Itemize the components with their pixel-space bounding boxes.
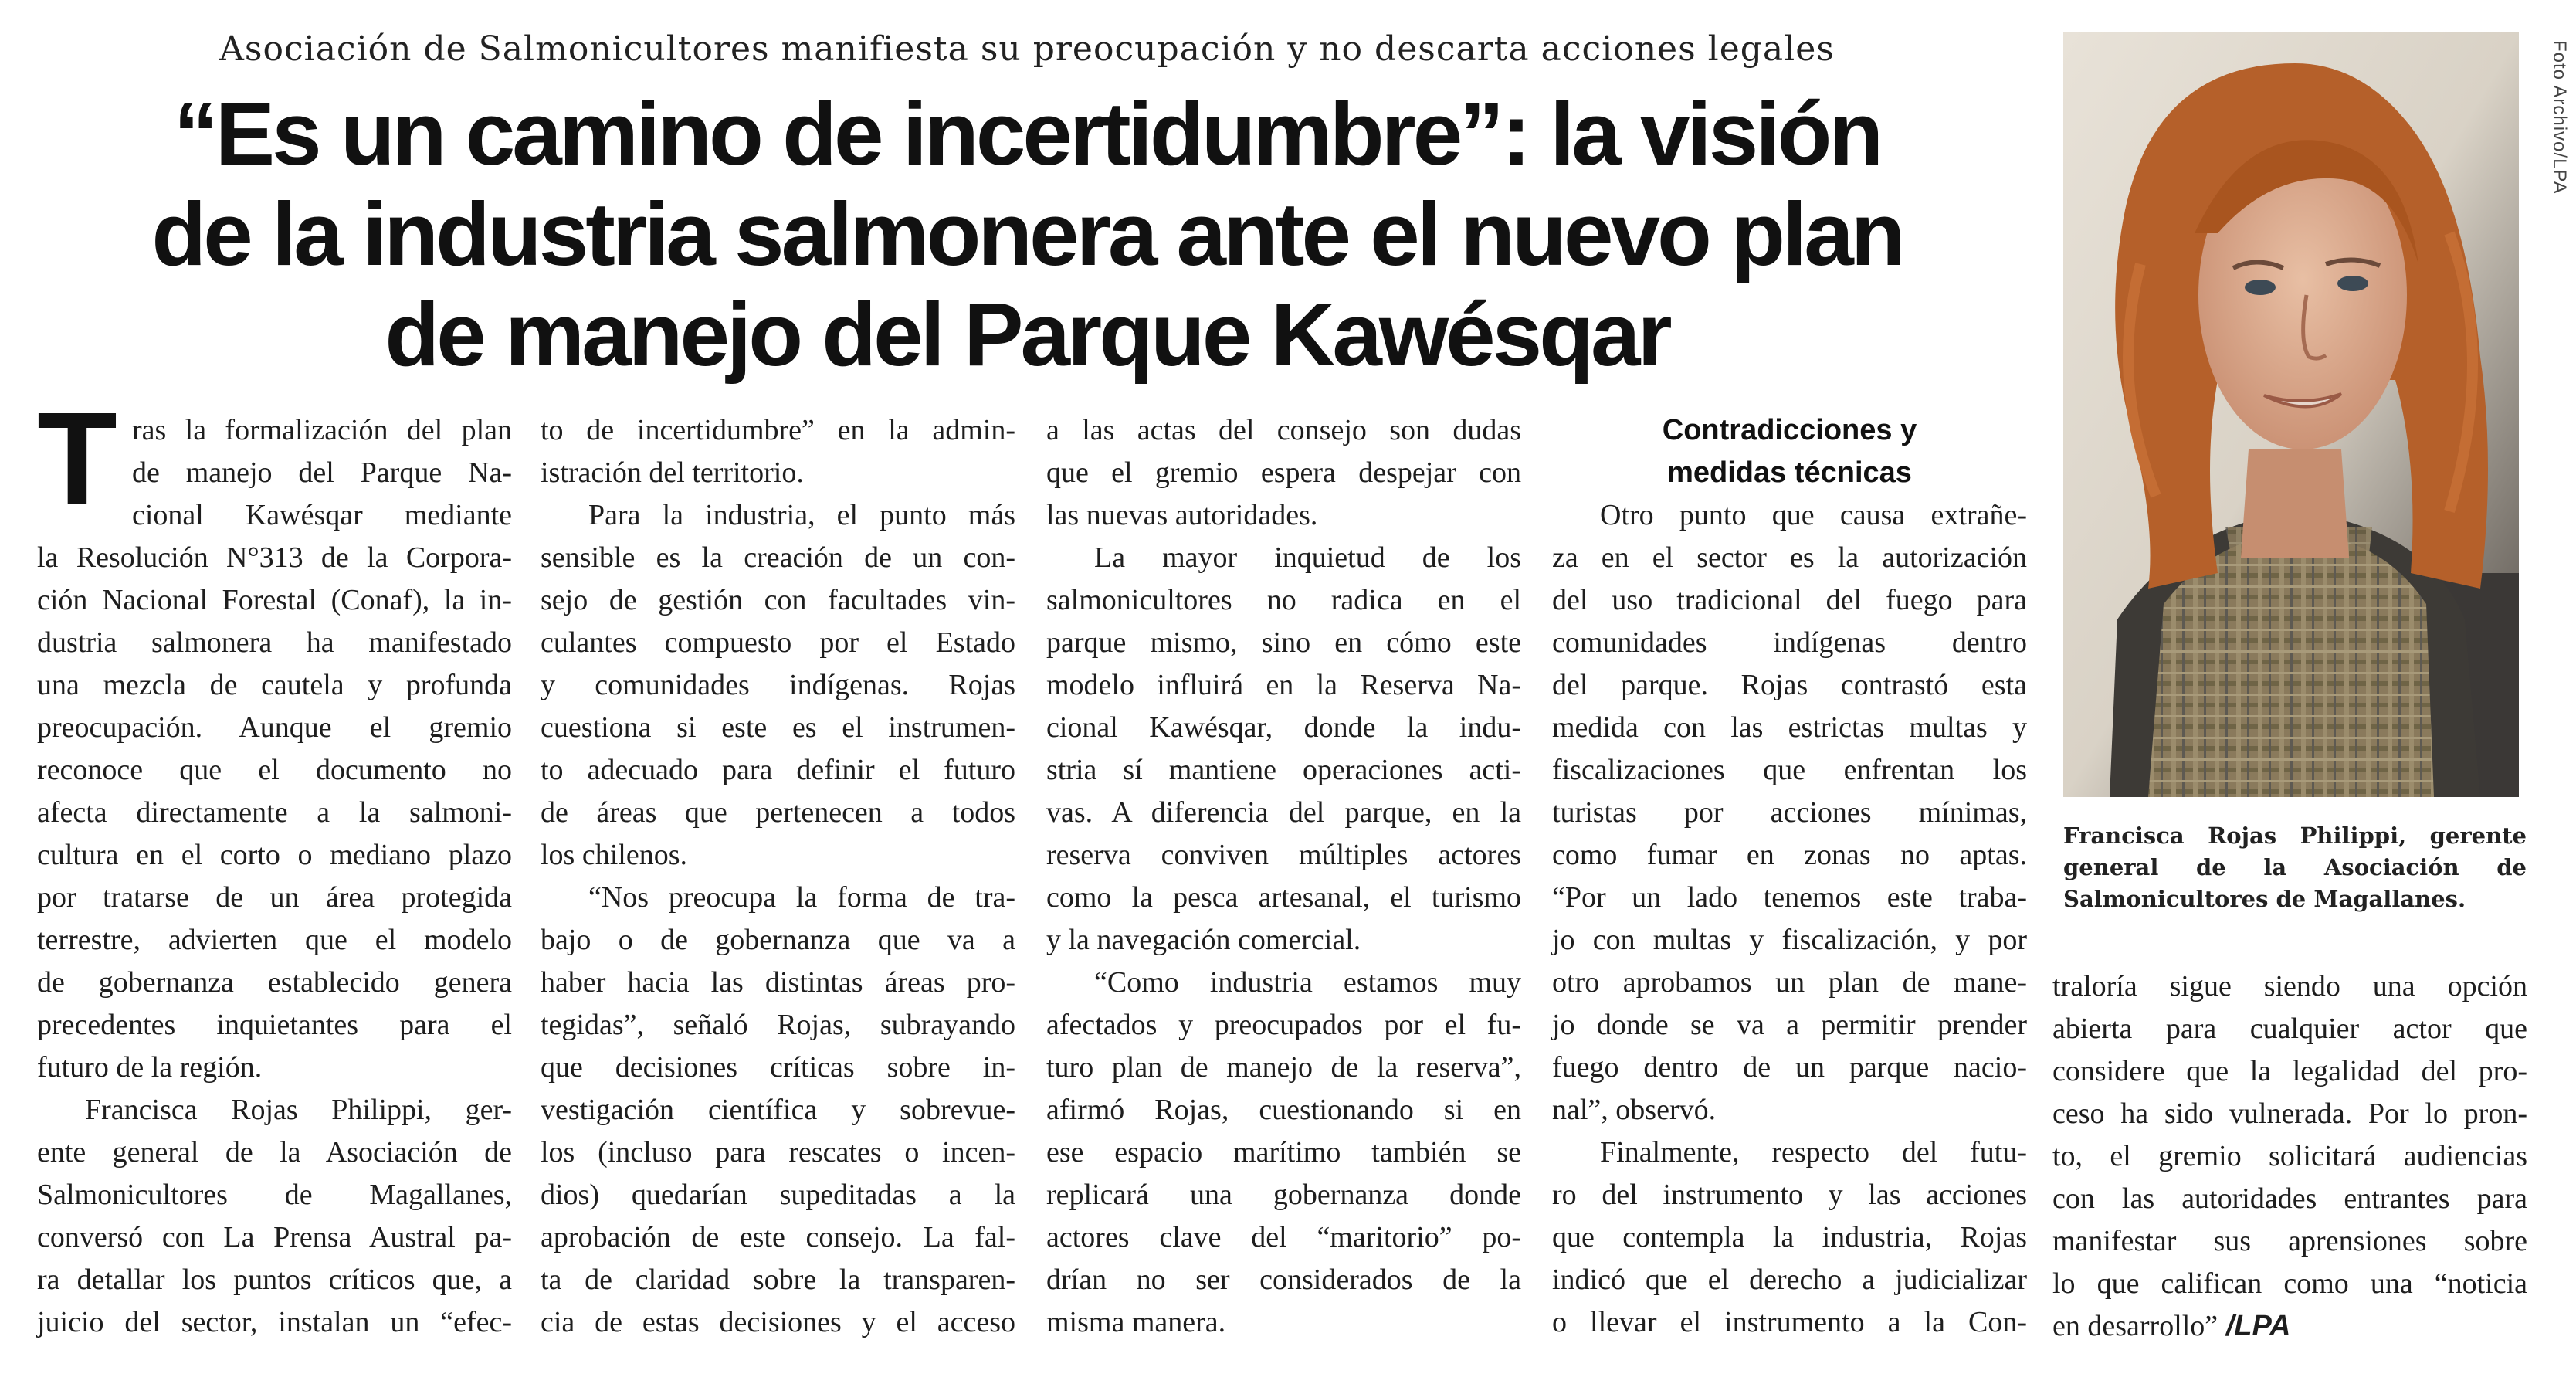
text-line: sensible es la creación de un con-	[541, 541, 1015, 574]
text-line: cional Kawésqar, donde la indu-	[1046, 711, 1521, 744]
text-line: culantes compuesto por el Estado	[541, 626, 1015, 659]
text-line: y comunidades indígenas. Rojas	[541, 669, 1015, 701]
text-line: ta de claridad sobre la transparen-	[541, 1264, 1015, 1296]
text-line: turistas por acciones mínimas,	[1552, 796, 2027, 829]
text-line: fuego dentro de un parque nacio-	[1552, 1051, 2027, 1084]
text-line: traloría sigue siendo una opción	[2052, 970, 2527, 1002]
text-line: dios) quedarían supeditadas a la	[541, 1179, 1015, 1211]
text-line: abierta para cualquier actor que	[2052, 1013, 2527, 1045]
text-line: Para la industria, el punto más	[588, 499, 1015, 531]
text-line: ente general de la Asociación de	[37, 1136, 512, 1169]
text-line: con las autoridades entrantes para	[2052, 1182, 2527, 1215]
text-line: futuro de la región.	[37, 1051, 263, 1084]
text-line: del parque. Rojas contrastó esta	[1552, 669, 2027, 701]
text-line: “Nos preocupa la forma de tra-	[588, 881, 1015, 914]
text-line	[2052, 1305, 2527, 1348]
text-line: jo donde se va a permitir prender	[1552, 1009, 2027, 1041]
text-line: por tratarse de un área protegida	[37, 881, 512, 914]
text-line: misma manera.	[1046, 1306, 1226, 1338]
text-line: precedentes inquietantes para el	[37, 1009, 512, 1041]
article-column-2	[541, 409, 1015, 1344]
text-line: otro aprobamos un plan de mane-	[1552, 966, 2027, 999]
caption-line: Salmonicultores de Magallanes.	[2063, 886, 2466, 912]
portrait-illustration	[2063, 32, 2519, 797]
text-line: medida con las estrictas multas y	[1552, 711, 2027, 744]
text-line: fiscalizaciones que enfrentan los	[1552, 754, 2027, 786]
photo-credit: Foto Archivo/LPA	[2549, 40, 2570, 195]
text-line: o llevar el instrumento a la Con-	[1552, 1306, 2027, 1338]
author-signature: /LPA	[2218, 1310, 2291, 1342]
text-line: cuestiona si este es el instrumen-	[541, 711, 1015, 744]
text-line: considere que la legalidad del pro-	[2052, 1055, 2527, 1087]
text-line: como la pesca artesanal, el turismo	[1046, 881, 1521, 914]
text-line: to adecuado para definir el futuro	[541, 754, 1015, 786]
subhead-line: Contradicciones y	[1662, 414, 1917, 446]
text-line: de manejo del Parque Na-	[132, 456, 512, 489]
text-line: preocupación. Aunque el gremio	[37, 711, 512, 744]
text-line: Salmonicultores de Magallanes,	[37, 1179, 512, 1211]
text-line: turo plan de manejo de la reserva”,	[1046, 1051, 1521, 1084]
text-line: reconoce que el documento no	[37, 754, 512, 786]
text-line: jo con multas y fiscalización, y por	[1552, 924, 2027, 956]
text-line: reserva conviven múltiples actores	[1046, 839, 1521, 871]
text-line: conversó con La Prensa Austral pa-	[37, 1221, 512, 1253]
text-line: vas. A diferencia del parque, en la	[1046, 796, 1521, 829]
text-line: cia de estas decisiones y el acceso	[541, 1306, 1015, 1338]
text-line: La mayor inquietud de los	[1094, 541, 1521, 574]
text-line: drían no ser considerados de la	[1046, 1264, 1521, 1296]
text-line: Otro punto que causa extrañe-	[1600, 499, 2027, 531]
text-line: afectados y preocupados por el fu-	[1046, 1009, 1521, 1041]
text-line: una mezcla de cautela y profunda	[37, 669, 512, 701]
text-line: modelo influirá en la Reserva Na-	[1046, 669, 1521, 701]
text-line: nal”, observó.	[1552, 1094, 1717, 1126]
headline-line: “Es un camino de incertidumbre”: la visión	[173, 83, 1881, 184]
text-line: dustria salmonera ha manifestado	[37, 626, 512, 659]
text-line: lo que califican como una “noticia	[2052, 1267, 2527, 1300]
text-line: comunidades indígenas dentro	[1552, 626, 2027, 659]
article-column-4	[1552, 409, 2027, 1344]
text-line: to de incertidumbre” en la admin-	[541, 414, 1015, 446]
text-line: a las actas del consejo son dudas	[1046, 414, 1521, 446]
text-line: que decisiones críticas sobre in-	[541, 1051, 1015, 1084]
text-line: “Por un lado tenemos este traba-	[1552, 881, 2027, 914]
text-line: ro del instrumento y las acciones	[1552, 1179, 2027, 1211]
text-line: vestigación científica y sobrevue-	[541, 1094, 1015, 1126]
text-line: replicará una gobernanza donde	[1046, 1179, 1521, 1211]
caption-line: general de la Asociación de	[2063, 854, 2527, 880]
text-line: haber hacia las distintas áreas pro-	[541, 966, 1015, 999]
caption-line: Francisca Rojas Philippi, gerente	[2063, 823, 2527, 849]
text-line: istración del territorio.	[541, 456, 804, 489]
text-line: que el gremio espera despejar con	[1046, 456, 1521, 489]
headline-line: de la industria salmonera ante el nuevo plan	[151, 184, 1903, 284]
headline	[0, 83, 2054, 385]
text-line: de áreas que pertenecen a todos	[541, 796, 1015, 829]
text-line: actores clave del “maritorio” po-	[1046, 1221, 1521, 1253]
text-line: como fumar en zonas no aptas.	[1552, 839, 2027, 871]
text-line: afecta directamente a la salmoni-	[37, 796, 512, 829]
text-line: indicó que el derecho a judicializar	[1552, 1264, 2027, 1296]
text-line: los (incluso para rescates o incen-	[541, 1136, 1015, 1169]
text-line: sejo de gestión con facultades vin-	[541, 584, 1015, 616]
text-line: parque mismo, sino en cómo este	[1046, 626, 1521, 659]
text-fragment: en desarrollo”	[2052, 1310, 2218, 1342]
text-line: la Resolución N°313 de la Corpora-	[37, 541, 512, 574]
kicker: Asociación de Salmonicultores manifiesta su preocupación y no descarta acciones legales	[219, 29, 1835, 69]
text-line: salmonicultores no radica en el	[1046, 584, 1521, 616]
text-line: tegidas”, señaló Rojas, subrayando	[541, 1009, 1015, 1041]
text-line: y la navegación comercial.	[1046, 924, 1361, 956]
article-column-3	[1046, 409, 1521, 1344]
dropcap: T	[37, 385, 117, 532]
text-line: cultura en el corto o mediano plazo	[37, 839, 512, 871]
text-line: los chilenos.	[541, 839, 687, 871]
text-line: Finalmente, respecto del futu-	[1600, 1136, 2027, 1169]
text-line: juicio del sector, instalan un “efec-	[37, 1306, 512, 1338]
photo-caption	[2063, 820, 2527, 915]
text-line: ese espacio marítimo también se	[1046, 1136, 1521, 1169]
text-line: “Como industria estamos muy	[1094, 966, 1521, 999]
text-line: de gobernanza establecido genera	[37, 966, 512, 999]
headline-line: de manejo del Parque Kawésqar	[385, 284, 1669, 385]
text-line: ción Nacional Forestal (Conaf), la in-	[37, 584, 512, 616]
text-line: to, el gremio solicitará audiencias	[2052, 1140, 2527, 1172]
article-column-5	[2052, 965, 2527, 1348]
text-line: ras la formalización del plan	[132, 414, 512, 446]
text-line: que contempla la industria, Rojas	[1552, 1221, 2027, 1253]
text-line: manifestar sus aprensiones sobre	[2052, 1225, 2527, 1257]
text-line: stria sí mantiene operaciones acti-	[1046, 754, 1521, 786]
article-column-1	[37, 385, 512, 1344]
text-line: ra detallar los puntos críticos que, a	[37, 1264, 512, 1296]
text-line: bajo o de gobernanza que va a	[541, 924, 1015, 956]
text-line: za en el sector es la autorización	[1552, 541, 2027, 574]
text-line: cional Kawésqar mediante	[132, 499, 512, 531]
text-line: terrestre, advierten que el modelo	[37, 924, 512, 956]
text-line: del uso tradicional del fuego para	[1552, 584, 2027, 616]
text-line: aprobación de este consejo. La fal-	[541, 1221, 1015, 1253]
text-line: las nuevas autoridades.	[1046, 499, 1318, 531]
text-line: ceso ha sido vulnerada. Por lo pron-	[2052, 1097, 2527, 1130]
subhead-line: medidas técnicas	[1667, 456, 1912, 489]
text-line: Francisca Rojas Philippi, ger-	[85, 1094, 512, 1126]
text-line: afirmó Rojas, cuestionando si en	[1046, 1094, 1521, 1126]
portrait-photo	[2063, 32, 2519, 797]
section-subhead	[1552, 409, 2027, 494]
